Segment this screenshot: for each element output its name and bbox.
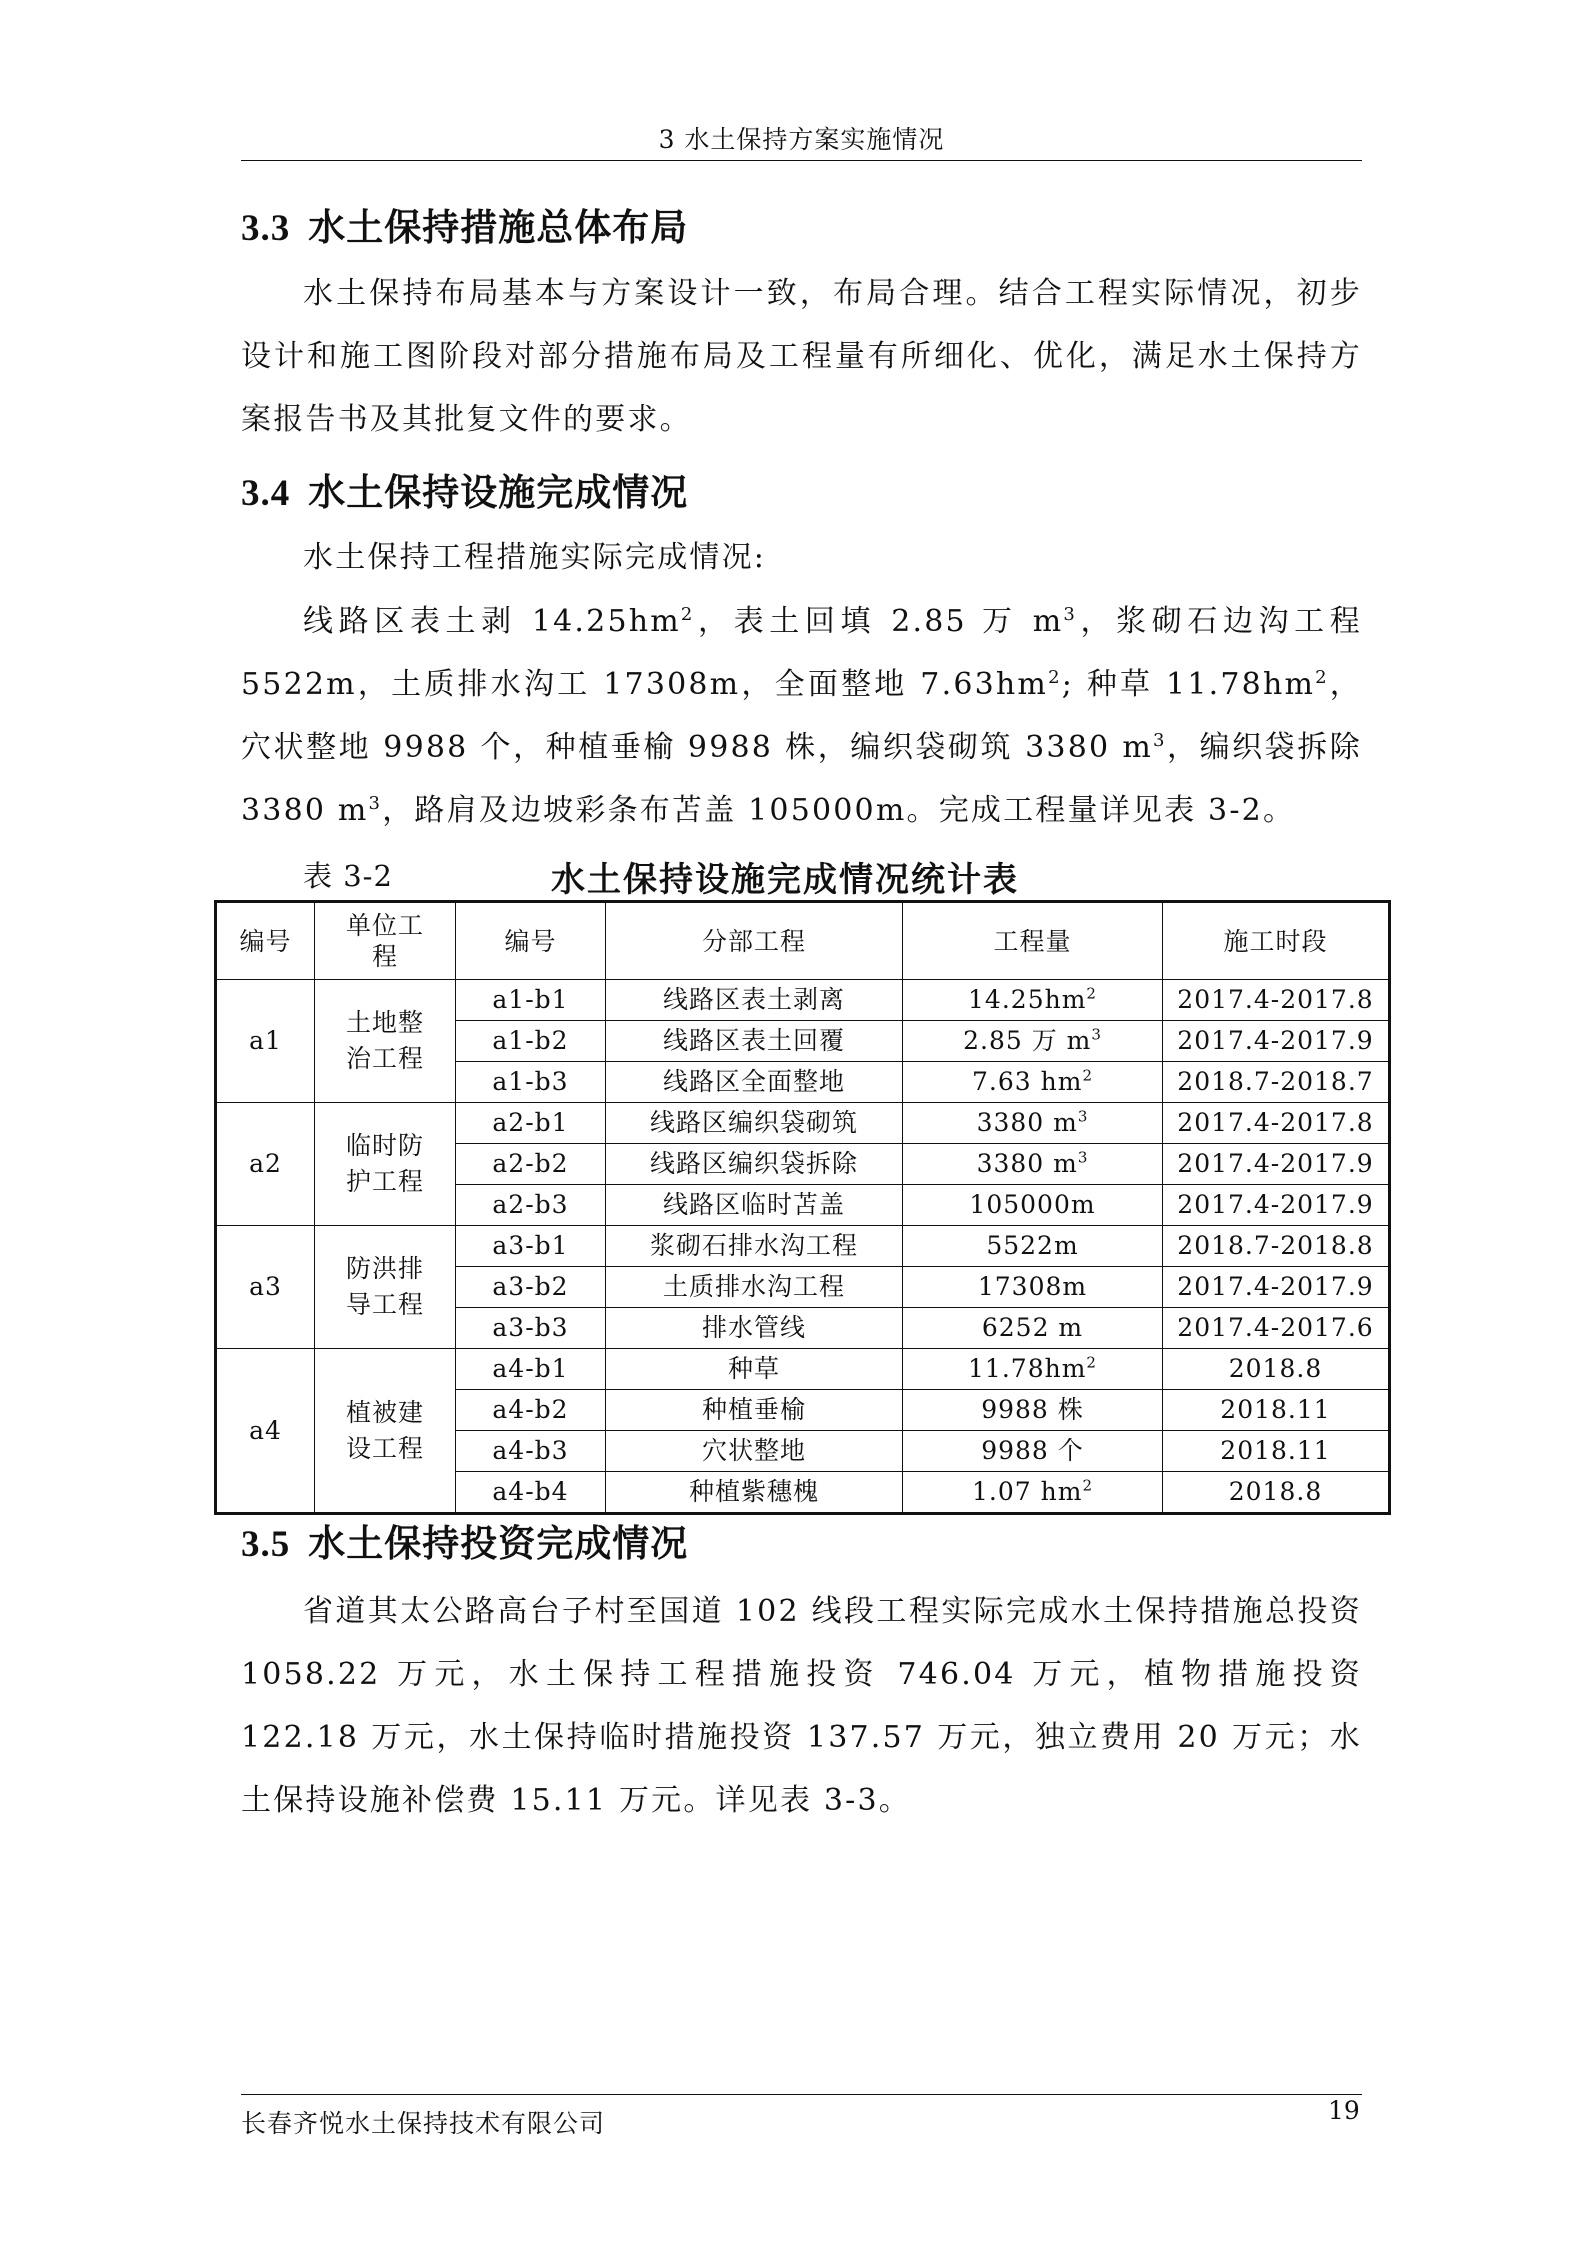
period-cell: 2018.7-2018.7 xyxy=(1163,1062,1390,1103)
period-cell: 2018.8 xyxy=(1163,1472,1390,1514)
quantity-cell: 1.07 $hm^2$ xyxy=(903,1472,1163,1514)
section-3-4-number: 3.4 xyxy=(241,473,291,514)
section-3-5-paragraph: 省道其太公路高台子村至国道 102 线段工程实际完成水土保持措施总投资 1058.22 万元，水土保持工程措施投资 746.04 万元，植物措施投资 122.18 万元，水土保持临时措施投资 137.57 万元，独立费用 20 万元；水土保持设施补偿费 15.11 万元。详见表 3-3。 xyxy=(241,1594,1362,1818)
footer-company: 长春齐悦水土保持技术有限公司 xyxy=(241,2109,606,2138)
period-cell: 2018.11 xyxy=(1163,1390,1390,1431)
header-quantity: 工程量 xyxy=(903,902,1163,980)
group-name-cell: 土地整治工程 xyxy=(315,980,456,1103)
section-3-4-intro: 水土保持工程措施实际完成情况: xyxy=(303,540,767,575)
sub-project-cell: 线路区表土剥离 xyxy=(606,980,903,1021)
sub-code-cell: a3-b1 xyxy=(456,1226,606,1267)
sub-project-cell: 土质排水沟工程 xyxy=(606,1267,903,1308)
quantity-cell: 105000m xyxy=(903,1185,1163,1226)
sub-code-cell: a2-b1 xyxy=(456,1103,606,1144)
quantity-cell: 9988 个 xyxy=(903,1431,1163,1472)
sub-project-cell: 穴状整地 xyxy=(606,1431,903,1472)
completion-table xyxy=(214,900,1391,1515)
footer-rule xyxy=(241,2094,1362,2095)
section-3-5-heading xyxy=(241,1513,688,1567)
quantity-cell: 3380 $m^3$ xyxy=(903,1144,1163,1185)
sub-project-cell: 种植垂榆 xyxy=(606,1390,903,1431)
period-cell: 2018.8 xyxy=(1163,1349,1390,1390)
quantity-cell: $14.25hm^2$ xyxy=(903,980,1163,1021)
group-code-cell: a2 xyxy=(216,1103,315,1226)
sub-code-cell: a1-b1 xyxy=(456,980,606,1021)
header-sub-code: 编号 xyxy=(456,902,606,980)
table-label: 表 3-2 xyxy=(303,859,393,893)
period-cell: 2017.4-2017.8 xyxy=(1163,980,1390,1021)
period-cell: 2017.4-2017.9 xyxy=(1163,1267,1390,1308)
sub-code-cell: a1-b2 xyxy=(456,1021,606,1062)
quantity-cell: 3380 $m^3$ xyxy=(903,1103,1163,1144)
quantity-cell: $11.78hm^2$ xyxy=(903,1349,1163,1390)
period-cell: 2018.11 xyxy=(1163,1431,1390,1472)
table-row xyxy=(216,980,1390,1021)
sub-code-cell: a2-b2 xyxy=(456,1144,606,1185)
sub-project-cell: 浆砌石排水沟工程 xyxy=(606,1226,903,1267)
sub-project-cell: 线路区临时苫盖 xyxy=(606,1185,903,1226)
header-rule xyxy=(241,160,1362,161)
period-cell: 2018.7-2018.8 xyxy=(1163,1226,1390,1267)
table-header-row xyxy=(216,902,1390,980)
quantity-cell: 2.85 万 $m^3$ xyxy=(903,1021,1163,1062)
period-cell: 2017.4-2017.9 xyxy=(1163,1185,1390,1226)
group-code-cell: a3 xyxy=(216,1226,315,1349)
section-3-4-details: 线路区表土剥 $14.25hm^2$，表土回填 2.85 万 $m^3$，浆砌石边沟工程 5522m，土质排水沟工 17308m，全面整地 $7.63hm^2$; 种草 $11.78hm^2$，穴状整地 9988 个，种植垂榆 9988 株，编织袋砌筑 3380 $m^3$，编织袋拆除 3380 $m^3$，路肩及边坡彩条布苫盖 105000m。完成工程量详见表 3-2。 xyxy=(241,604,1363,828)
sub-project-cell: 种植紫穗槐 xyxy=(606,1472,903,1514)
section-3-3-number: 3.3 xyxy=(241,208,291,249)
header-code: 编号 xyxy=(216,902,315,980)
section-3-3-paragraph: 水土保持布局基本与方案设计一致，布局合理。结合工程实际情况，初步设计和施工图阶段对部分措施布局及工程量有所细化、优化，满足水土保持方案报告书及其批复文件的要求。 xyxy=(241,276,1362,437)
quantity-cell: 7.63 $hm^2$ xyxy=(903,1062,1163,1103)
sub-project-cell: 线路区编织袋拆除 xyxy=(606,1144,903,1185)
section-3-4-title: 水土保持设施完成情况 xyxy=(308,471,689,514)
period-cell: 2017.4-2017.9 xyxy=(1163,1144,1390,1185)
page-number: 19 xyxy=(1328,2096,1360,2125)
sub-code-cell: a3-b2 xyxy=(456,1267,606,1308)
quantity-cell: 6252 m xyxy=(903,1308,1163,1349)
section-3-5-title: 水土保持投资完成情况 xyxy=(308,1522,689,1565)
sub-code-cell: a2-b3 xyxy=(456,1185,606,1226)
group-name-cell: 临时防护工程 xyxy=(315,1103,456,1226)
table-caption xyxy=(241,852,1362,900)
header-sub-project: 分部工程 xyxy=(606,902,903,980)
quantity-cell: 9988 株 xyxy=(903,1390,1163,1431)
group-name-cell: 防洪排导工程 xyxy=(315,1226,456,1349)
sub-code-cell: a1-b3 xyxy=(456,1062,606,1103)
table-title: 水土保持设施完成情况统计表 xyxy=(551,860,1019,900)
section-3-3-title: 水土保持措施总体布局 xyxy=(308,206,689,249)
period-cell: 2017.4-2017.8 xyxy=(1163,1103,1390,1144)
group-name-cell: 植被建设工程 xyxy=(315,1349,456,1514)
sub-code-cell: a4-b1 xyxy=(456,1349,606,1390)
table-row xyxy=(216,1226,1390,1267)
section-3-5-number: 3.5 xyxy=(241,1524,291,1565)
table-row xyxy=(216,1349,1390,1390)
group-code-cell: a4 xyxy=(216,1349,315,1514)
sub-project-cell: 排水管线 xyxy=(606,1308,903,1349)
header-period: 施工时段 xyxy=(1163,902,1390,980)
sub-project-cell: 种草 xyxy=(606,1349,903,1390)
section-3-3-heading xyxy=(241,197,688,251)
running-header: 3 水土保持方案实施情况 xyxy=(658,125,945,154)
period-cell: 2017.4-2017.6 xyxy=(1163,1308,1390,1349)
sub-project-cell: 线路区编织袋砌筑 xyxy=(606,1103,903,1144)
quantity-cell: 5522m xyxy=(903,1226,1163,1267)
sub-project-cell: 线路区表土回覆 xyxy=(606,1021,903,1062)
period-cell: 2017.4-2017.9 xyxy=(1163,1021,1390,1062)
sub-code-cell: a3-b3 xyxy=(456,1308,606,1349)
group-code-cell: a1 xyxy=(216,980,315,1103)
table-row xyxy=(216,1103,1390,1144)
header-unit-project: 单位工程 xyxy=(315,902,456,980)
quantity-cell: 17308m xyxy=(903,1267,1163,1308)
section-3-4-heading xyxy=(241,462,688,516)
sub-project-cell: 线路区全面整地 xyxy=(606,1062,903,1103)
sub-code-cell: a4-b3 xyxy=(456,1431,606,1472)
sub-code-cell: a4-b4 xyxy=(456,1472,606,1514)
sub-code-cell: a4-b2 xyxy=(456,1390,606,1431)
